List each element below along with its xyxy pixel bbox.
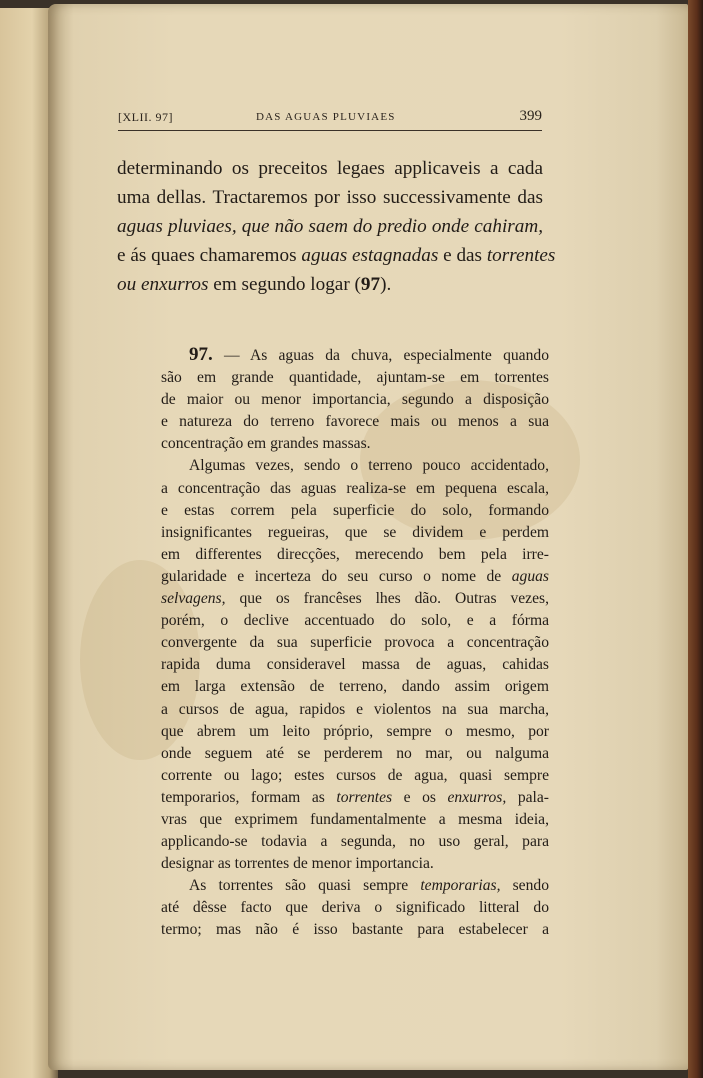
text-line: até dêsse facto que deriva o significado litteral do: [161, 899, 549, 917]
text-line: applicando-se todavia a segunda, no uso geral, para: [161, 833, 549, 851]
section-97-paragraph: [161, 344, 549, 942]
text-line: [161, 875, 549, 897]
text-line: uma dellas. Tractaremos por isso successivamente das: [117, 187, 543, 208]
text-line: designar as torrentes de menor importancia.: [161, 855, 434, 873]
running-header: [118, 108, 542, 131]
italic-text: enxurros,: [447, 788, 507, 806]
text-line: [161, 588, 549, 610]
text-line: insignificantes regueiras, que se dividem e perdem: [161, 523, 549, 541]
text-span: em segundo logar (: [208, 274, 361, 295]
book-binding-edge: [688, 0, 703, 1078]
text-span: e ás quaes chamaremos: [117, 245, 302, 266]
text-line: [117, 270, 543, 299]
text-span: que os francêses lhes dão. Outras vezes,: [225, 590, 549, 608]
text-line: porém, o declive accentuado do solo, e a fórma: [161, 612, 549, 630]
italic-text: temporarias,: [420, 877, 501, 895]
text-span: e os: [392, 788, 448, 806]
text-line: de maior ou menor importancia, segundo a disposição: [161, 391, 549, 409]
text-line: vras que exprimem fundamentalmente a mesma ideia,: [161, 810, 549, 828]
header-title: DAS AGUAS PLUVIAES: [256, 111, 396, 123]
text-span: gularidade e incerteza do seu curso o nome de: [161, 567, 512, 585]
section-number: 97.: [189, 344, 213, 365]
text-line: Algumas vezes, sendo o terreno pouco accidentado,: [189, 457, 549, 475]
text-line: [117, 212, 543, 241]
text-line: rapida duma consideravel massa de aguas, cahidas: [161, 656, 549, 674]
text-line: são em grande quantidade, ajuntam-se em torrentes: [161, 369, 549, 387]
italic-text: selvagens,: [161, 590, 226, 608]
text-line: e natureza do terreno favorece mais ou menos a sua: [161, 413, 549, 431]
text-span: temporarios, formam as: [161, 788, 337, 806]
text-line: termo; mas não é isso bastante para estabelecer a: [161, 921, 549, 939]
text-line: onde seguem até se perderem no mar, ou nalguma: [161, 744, 549, 762]
text-line: [117, 241, 556, 270]
italic-text: torrentes: [486, 245, 556, 266]
italic-text: torrentes: [336, 788, 393, 806]
italic-text: aguas estagnadas: [301, 245, 439, 266]
text-line: [161, 344, 549, 367]
text-line: convergente da sua superficie provoca a concentração: [161, 634, 549, 652]
text-line: e estas correm pela superficie do solo, formando: [161, 501, 549, 519]
section-ref-number: 97: [360, 274, 381, 295]
text-line: determinando os preceitos legaes applicaveis a cada: [117, 158, 543, 179]
text-span: As torrentes são quasi sempre: [189, 877, 421, 895]
text-span: e das: [438, 245, 487, 266]
text-line: a cursos de agua, rapidos e violentos na sua marcha,: [161, 700, 549, 718]
page-number: 399: [519, 108, 542, 124]
italic-text: aguas pluviaes, que não saem do predio onde cahiram,: [117, 216, 543, 237]
text-line: em differentes direcções, merecendo bem pela irre-: [161, 545, 549, 563]
text-line: concentração em grandes massas.: [161, 435, 371, 453]
text-span: sendo: [500, 877, 549, 895]
text-line: corrente ou lago; estes cursos de agua, quasi sempre: [161, 766, 549, 784]
text-line: em larga extensão de terreno, dando assim origem: [161, 678, 549, 696]
italic-text: ou enxurros: [117, 274, 209, 295]
text-line: a concentração das aguas realiza-se em pequena escala,: [161, 479, 549, 497]
text-line: [161, 566, 549, 588]
text-span: — As aguas da chuva, especialmente quando: [212, 347, 549, 364]
italic-text: aguas: [511, 567, 549, 585]
text-span: ).: [380, 274, 392, 295]
text-line: [161, 787, 549, 809]
text-line: que abrem um leito próprio, sempre o mesmo, por: [161, 722, 549, 740]
intro-paragraph: [117, 154, 556, 299]
header-section-ref: [XLII. 97]: [118, 110, 173, 124]
text-span: pala-: [506, 788, 549, 806]
